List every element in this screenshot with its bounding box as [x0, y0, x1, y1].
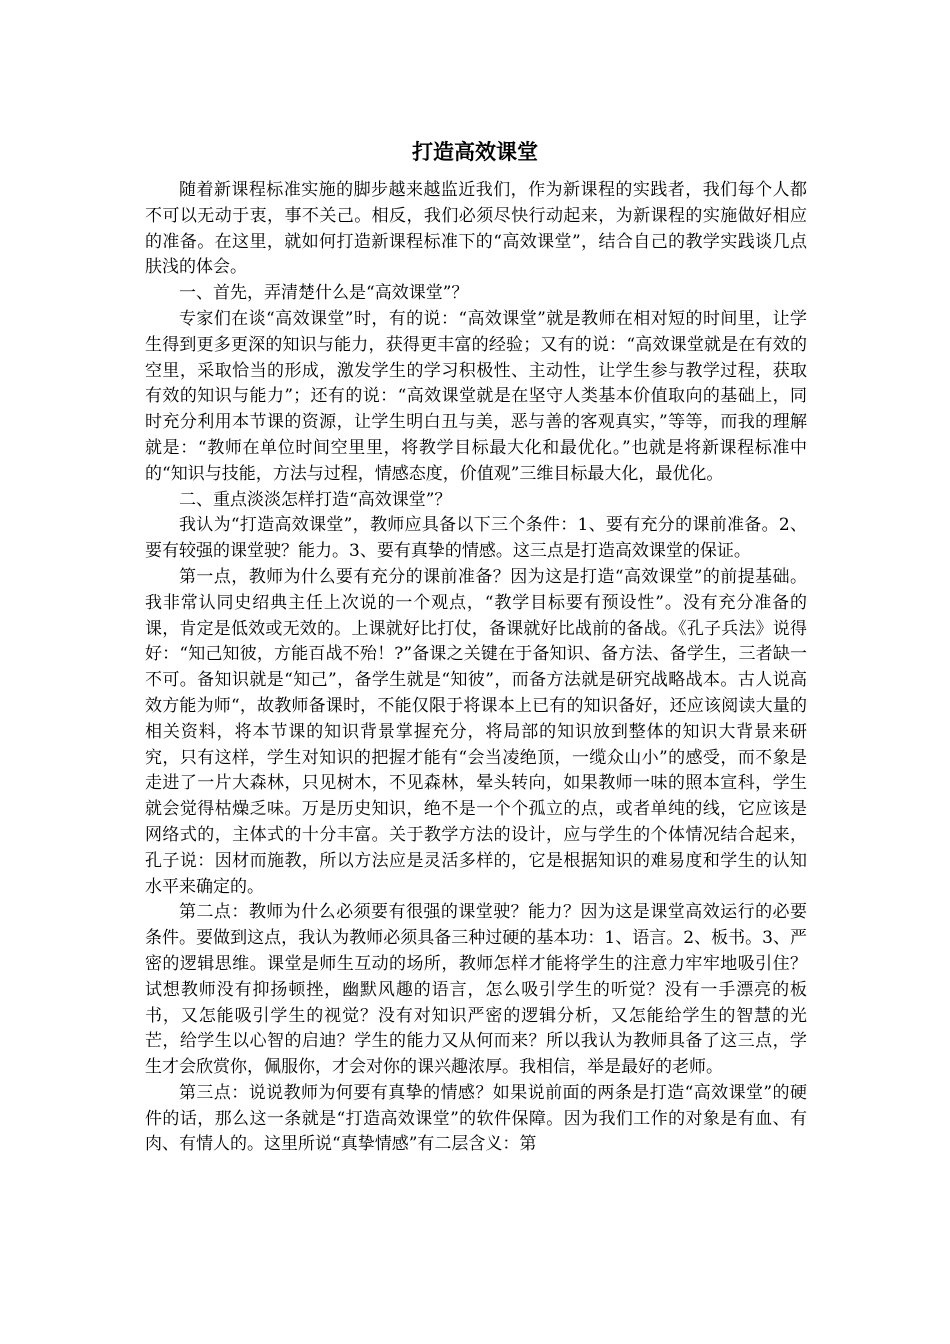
definition-paragraph: 专家们在谈“高效课堂”时，有的说：“高效课堂”就是教师在相对短的时间里，让学生得到更多更深的知识与能力，获得更丰富的经验；又有的说：“高效课堂就是在有效的空里，采取恰当的形成，激发学生的学习积极性、主动性，让学生参与教学过程，获取有效的知识与能力”；还有的说：“高效课堂就是在坚守人类基本价值取向的基础上，同时充分利用本节课的资源，让学生明白丑与美，恶与善的客观真实，”等等，而我的理解就是：“教师在单位时间空里里，将教学目标最大化和最优化。”也就是将新课程标准中的“知识与技能，方法与过程，情感态度，价值观”三维目标最大化，最优化。	[145, 308, 807, 484]
document-title: 打造高效课堂	[412, 140, 538, 164]
section-heading-2: 二、重点淡淡怎样打造“高效课堂”？	[179, 489, 452, 510]
document-body	[145, 178, 807, 1158]
point-one-paragraph: 第一点，教师为什么要有充分的课前准备？因为这是打造“高效课堂”的前提基础。我非常认同史绍典主任上次说的一个观点，“教学目标要有预设性”。没有充分准备的课，肯定是低效或无效的。上课就好比打仗，备课就好比战前的备战。《孔子兵法》说得好：“知己知彼，方能百战不殆！?”备课之关键在于备知识、备方法、备学生，三者缺一不可。备知识就是“知己”，备学生就是“知彼”，而备方法就是研究战略战本。古人说高效方能为师“，故教师备课时，不能仅限于将课本上已有的知识备好，还应该阅读大量的相关资料，将本节课的知识背景掌握充分，将局部的知识放到整体的知识大背景来研究，只有这样，学生对知识的把握才能有“会当凌绝顶，一缆众山小”的感受，而不象是走进了一片大森林，只见树木，不见森林，晕头转向，如果教师一味的照本宣科，学生就会觉得枯燥乏味。万是历史知识，绝不是一个个孤立的点，或者单纯的线，它应该是网络式的，主体式的十分丰富。关于教学方法的设计，应与学生的个体情况结合起来，孔子说：因材而施教，所以方法应是灵活多样的，它是根据知识的难易度和学生的认知水平来确定的。	[145, 566, 807, 897]
intro-paragraph: 随着新课程标准实施的脚步越来越监近我们，作为新课程的实践者，我们每个人都不可以无动于衷，事不关己。相反，我们必须尽快行动起来，为新课程的实施做好相应的准备。在这里，就如何打造新课程标准下的“高效课堂”，结合自己的教学实践谈几点肤浅的体会。	[145, 180, 807, 278]
section-heading-1: 一、首先，弄清楚什么是“高效课堂”？	[179, 283, 469, 304]
point-two-paragraph: 第二点：教师为什么必须要有很强的课堂驶？能力？因为这是课堂高效运行的必要条件。要做到这点，我认为教师必须具备三种过硬的基本功：1、语言。2、板书。3、严密的逻辑思维。课堂是师生互动的场所，教师怎样才能将学生的注意力牢牢地吸引住？试想教师没有抑扬顿挫，幽默风趣的语言，怎么吸引学生的听觉？没有一手漂亮的板书，又怎能吸引学生的视觉？没有对知识严密的逻辑分析，又怎能给学生的智慧的光芒，给学生以心智的启迪？学生的能力又从何而来？所以我认为教师具备了这三点，学生才会欣赏你，佩服你，才会对你的课兴趣浓厚。我相信，举是最好的老师。	[145, 902, 807, 1078]
point-three-paragraph: 第三点：说说教师为何要有真挚的情感？如果说前面的两条是打造“高效课堂”的硬件的话，那么这一条就是“打造高效课堂”的软件保障。因为我们工作的对象是有血、有肉、有情人的。这里所说“真挚情感”有二层含义：第	[145, 1082, 807, 1155]
conditions-paragraph: 我认为“打造高效课堂”，教师应具备以下三个条件：1、要有充分的课前准备。2、要有较强的课堂驶？能力。3、要有真挚的情感。这三点是打造高效课堂的保证。	[145, 515, 807, 562]
